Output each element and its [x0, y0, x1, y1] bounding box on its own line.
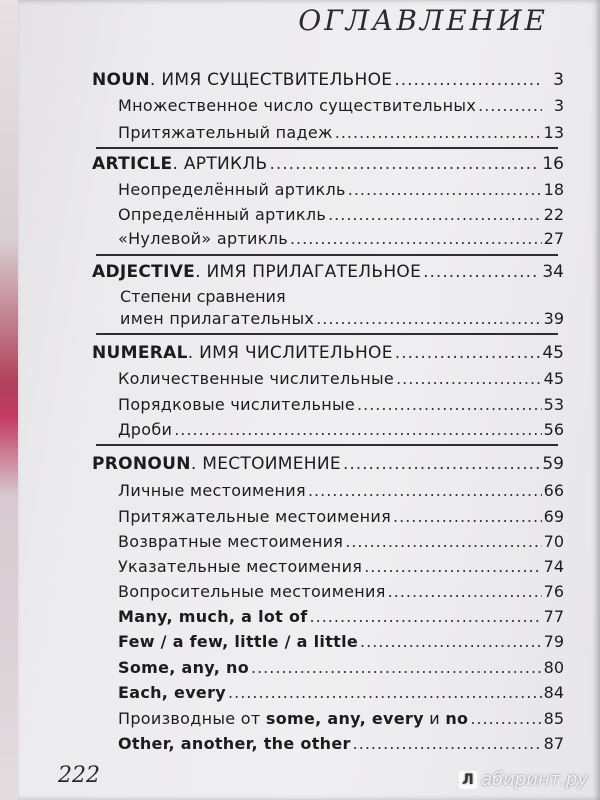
toc-item[interactable] [118, 607, 564, 626]
section-divider [96, 254, 558, 256]
leader-dots [335, 123, 542, 142]
toc-item-label-mid: и [423, 709, 446, 728]
toc-item[interactable] [118, 709, 564, 728]
toc-item-label: Определённый артикль [118, 205, 327, 224]
leader-dots [360, 632, 542, 651]
leader-dots [174, 420, 541, 439]
leader-dots [228, 683, 542, 702]
leader-dots [290, 229, 542, 248]
toc-item-label: Возвратные местоимения [118, 532, 344, 551]
leader-dots [396, 369, 542, 388]
toc-section-pronoun[interactable] [92, 454, 564, 474]
leader-dots [345, 532, 541, 551]
page-ref: 22 [543, 205, 564, 224]
page-ref: 59 [542, 454, 564, 474]
toc-item-label: Вопросительные местоимения [118, 582, 386, 601]
toc-item[interactable] [118, 734, 564, 753]
toc-item-label: Many, much, a lot of [118, 607, 308, 626]
leader-dots [388, 582, 542, 601]
page-ref: 45 [543, 369, 564, 388]
book-page [18, 0, 600, 800]
toc-item-label: Порядковые числительные [118, 395, 356, 414]
page-ref: 3 [553, 70, 564, 90]
toc-item[interactable] [118, 96, 564, 115]
toc-item[interactable] [118, 683, 564, 702]
page-ref: 77 [543, 607, 564, 626]
toc-section-numeral[interactable] [92, 343, 564, 363]
section-title-en: NUMERAL [92, 343, 188, 363]
toc-item-label-line1: Степени сравнения [120, 287, 286, 306]
section-title-ru: . ИМЯ ПРИЛАГАТЕЛЬНОЕ [195, 262, 422, 282]
section-title-en: ADJECTIVE [92, 262, 196, 282]
page-ref: 53 [543, 395, 564, 414]
section-divider [96, 444, 558, 446]
page-number: 222 [58, 763, 100, 788]
toc-item-label: Множественное число существительных [118, 96, 477, 115]
leader-dots [343, 454, 540, 474]
toc-item-label: Неопределённый артикль [118, 180, 346, 199]
toc-item-label-prefix: Производные от [118, 709, 266, 728]
toc-item[interactable] [118, 658, 564, 677]
leader-dots [316, 309, 541, 328]
page-ref: 87 [543, 734, 564, 753]
leader-dots [395, 343, 541, 363]
page-ref: 56 [543, 420, 564, 439]
leader-dots [423, 262, 540, 282]
page-ref: 70 [543, 532, 564, 551]
leader-dots [364, 557, 541, 576]
page-ref: 84 [543, 683, 564, 702]
watermark [459, 769, 588, 790]
leader-dots [470, 709, 541, 728]
leader-dots [478, 96, 542, 115]
toc-item-label: Указательные местоимения [118, 557, 363, 576]
toc-item-label: Other, another, the other [118, 734, 351, 753]
watermark-text: абиринт.ру [480, 769, 588, 790]
page-ref: 66 [543, 481, 564, 500]
page-ref: 34 [542, 262, 564, 282]
section-divider [96, 333, 558, 335]
page-ref: 76 [543, 582, 564, 601]
toc-item-label-bold: some, any, every [265, 709, 424, 728]
toc-item[interactable] [118, 632, 564, 651]
toc-item[interactable] [118, 229, 564, 248]
toc-item[interactable] [118, 532, 564, 551]
page-ref: 69 [543, 507, 564, 526]
leader-dots [393, 507, 542, 526]
toc-item-label: Притяжательный падеж [118, 123, 333, 142]
section-title-ru: . ИМЯ ЧИСЛИТЕЛЬНОЕ [187, 343, 393, 363]
section-title-ru: . АРТИКЛЬ [172, 154, 268, 174]
page-heading: ОГЛАВЛЕНИЕ [298, 4, 548, 37]
toc-item[interactable] [118, 369, 564, 388]
page-ref: 18 [543, 180, 564, 199]
section-title-ru: . МЕСТОИМЕНИЕ [190, 454, 341, 474]
leader-dots [269, 154, 540, 174]
section-title-en: ARTICLE [92, 154, 173, 174]
toc-item-label: Дроби [118, 420, 173, 439]
section-title-en: PRONOUN [92, 454, 191, 474]
leader-dots [348, 180, 542, 199]
leader-dots [310, 607, 542, 626]
page-ref: 74 [543, 557, 564, 576]
page-ref: 85 [543, 709, 564, 728]
page-ref: 80 [543, 658, 564, 677]
leader-dots [394, 70, 542, 90]
toc-item[interactable] [118, 420, 564, 439]
toc-item[interactable] [118, 507, 564, 526]
toc-item-label: Some, any, no [118, 658, 249, 677]
toc-item[interactable] [118, 481, 564, 500]
toc-section-adjective[interactable] [92, 262, 564, 282]
toc-item-label: Each, every [118, 683, 227, 702]
page-ref: 3 [553, 96, 564, 115]
toc-item[interactable] [118, 582, 564, 601]
leader-dots [308, 481, 542, 500]
leader-dots [328, 205, 542, 224]
page-ref: 45 [542, 343, 564, 363]
section-title-en: NOUN [92, 70, 150, 90]
toc-item-label: Личные местоимения [118, 481, 306, 500]
toc-item-label: Few / a few, little / a little [118, 632, 359, 651]
section-title-ru: . ИМЯ СУЩЕСТВИТЕЛЬНОЕ [149, 70, 393, 90]
page-ref: 27 [543, 229, 564, 248]
leader-dots [251, 658, 542, 677]
watermark-logo-icon: Л [459, 771, 477, 789]
toc-item[interactable] [118, 180, 564, 199]
toc-item[interactable] [118, 395, 564, 414]
section-divider [96, 147, 558, 149]
toc-item[interactable] [118, 557, 564, 576]
toc-item[interactable] [118, 205, 564, 224]
toc-section-noun[interactable] [92, 70, 564, 90]
page-ref: 79 [543, 632, 564, 651]
leader-dots [353, 734, 542, 753]
toc-item-label: Притяжательные местоимения [118, 507, 392, 526]
page-ref: 39 [543, 309, 564, 328]
toc-section-article[interactable] [92, 154, 564, 174]
toc-item-label-bold2: no [445, 709, 469, 728]
page-ref: 16 [542, 154, 564, 174]
toc-item-label: Количественные числительные [118, 369, 395, 388]
toc-item-label: имен прилагательных [120, 309, 315, 328]
toc-item-label: «Нулевой» артикль [118, 229, 288, 248]
page-ref: 13 [543, 123, 564, 142]
leader-dots [357, 395, 542, 414]
toc-item[interactable] [118, 123, 564, 142]
